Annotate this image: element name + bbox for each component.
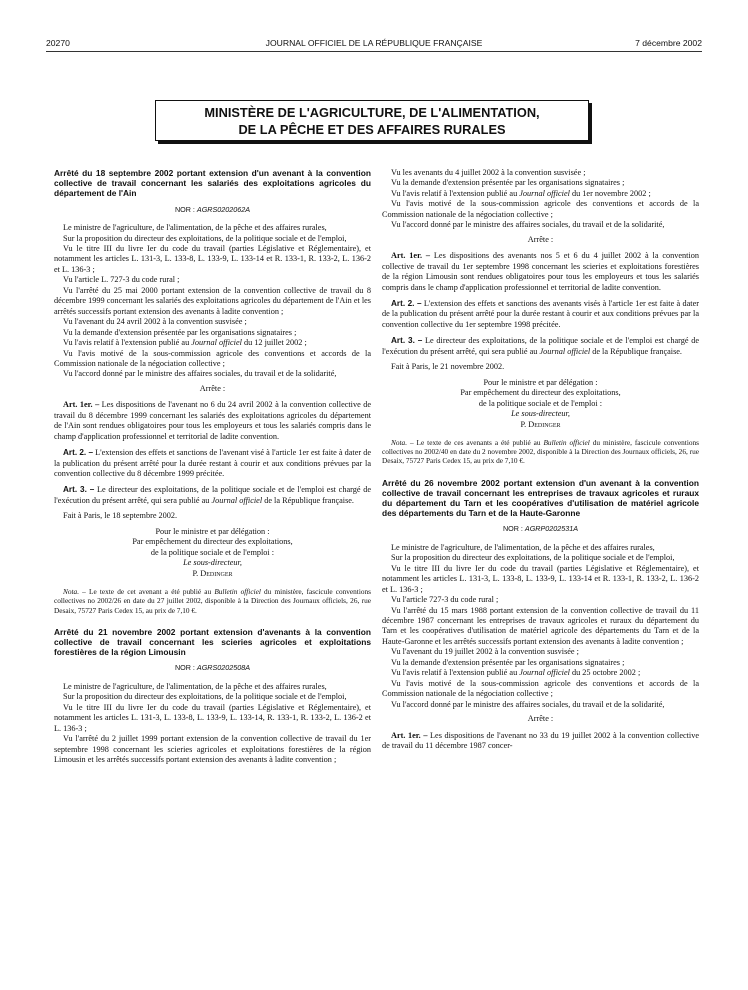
visa: Vu l'arrêté du 25 mai 2000 portant extension de la convention collective de travail du 8 décembre 1999 concernant les salariés des exploitations agricoles du département de l'Ain et les arrêtés successifs portant extension des avenants à ladite convention ; [54, 285, 371, 316]
spacer [382, 466, 699, 478]
intro: Le ministre de l'agriculture, de l'alimentation, de la pêche et des affaires rurales, [63, 681, 327, 691]
visa: Vu l'avis motivé de la sous-commission agricole des conventions et accords de la Commission nationale de la négociation collective ; [382, 678, 699, 699]
visa: Vu la demande d'extension présentée par les organisations signataires ; [391, 178, 625, 188]
text: du 1er novembre 2002 ; [569, 188, 651, 198]
nota-label: Nota. [63, 587, 80, 597]
arrete-heading: Arrête : [199, 383, 226, 393]
art-text: de la République française. [262, 495, 354, 505]
visa: Vu l'accord donné par le ministre des affaires sociales, du travail et de la solidarité, [63, 369, 337, 379]
article-3 [382, 336, 699, 357]
art-label: Art. 1er. – [391, 251, 431, 261]
visa: Vu l'accord donné par le ministre des affaires sociales, du travail et de la solidarité, [391, 220, 665, 230]
article-3 [54, 485, 371, 506]
art-text: L'extension des effets et sanctions des avenants visés à l'article 1er est faite à dater de la publication du présent arrêté pour la durée restant à courir et aux conditions prévues par la convention collective du 1er septembre 1998 précitée. [382, 298, 699, 329]
art-text: L'extension des effets et sanctions de l'avenant visé à l'article 1er est faite à dater de la publication du présent arrêté pour la durée restant à courir et aux conditions prévues par la convention collective du 8 décembre 1999 précitée. [54, 448, 371, 479]
visa: Vu le titre III du livre Ier du code du travail (parties Législative et Réglementaire), et notamment les articles L. 131-3, L. 133-8, L. 133-9, L. 133-14, R. 133-1, R. 133-2, L. 136-2 et L. 136-3 ; [54, 702, 371, 733]
ministry-line-2: DE LA PÊCHE ET DES AFFAIRES RURALES [238, 122, 506, 137]
art-text: Le directeur des exploitations, de la politique sociale et de l'emploi est chargé de l'exécution du présent arrêté, qui sera publié au [382, 336, 699, 356]
article-3-title: Arrêté du 26 novembre 2002 portant extension d'un avenant à la convention collective de travail concernant les entreprises de travaux agricoles et ruraux du département du Tarn et les coopératives d'utilisation de matériel agricole des départements du Tarn et de la Haute-Garonne [382, 477, 699, 519]
header-rule [46, 51, 702, 52]
art-label: Art. 1er. – [391, 730, 428, 740]
visa: Vu l'avenant du 19 juillet 2002 à la convention susvisée ; [391, 647, 579, 657]
nota-text: du ministère, fascicule conventions collectives no 2002/40 en date du 2 novembre 2002, disponible à la Direction des Journaux officiels, 26, rue Desaix, 75727 Paris Cedex 15, au prix de 7,10 €. [382, 437, 699, 466]
visa: Vu le titre III du livre Ier du code du travail (parties Législative et Réglementaire), et notamment les articles L. 131-3, L. 133-8, L. 133-9, L. 133-14 et R. 133-1, R. 133-2, L. 136-2 et L. 136-3 ; [54, 243, 371, 274]
page-header [46, 38, 702, 52]
visa: Vu l'arrêté du 15 mars 1988 portant extension de la convention collective de travail du 11 décembre 1987 concernant les entreprises de travaux agricoles et ruraux du département du Tarn et les coopératives d'utilisation de matériel agricole des départements du Tarn et de la Haute-Garonne et les arrêtés successifs portant extension des avenants à ladite convention ; [382, 605, 699, 646]
article-1-title: Arrêté du 18 septembre 2002 portant extension d'un avenant à la convention collective de travail concernant les salariés des exploitations agricoles du département de l'Ain [54, 168, 371, 199]
visa: Sur la proposition du directeur des exploitations, de la politique sociale et de l'emploi, [391, 553, 675, 563]
text: Vu l'avis relatif à l'extension publié au [391, 668, 520, 678]
art-text: Le directeur des exploitations, de la politique sociale et de l'emploi est chargé de l'exécution du présent arrêté, qui sera publié au [54, 485, 371, 505]
art-text: de la République française. [590, 346, 682, 356]
nor-code: AGRP0202531A [524, 524, 579, 534]
article-1 [382, 731, 699, 752]
text: Vu l'avis relatif à l'extension publié au [63, 338, 192, 348]
signature-line: de la politique sociale et de l'emploi : [150, 547, 275, 557]
intro: Le ministre de l'agriculture, de l'alimentation, de la pêche et des affaires rurales, [63, 223, 327, 233]
journal-ref: Journal officiel [211, 495, 263, 505]
signature-line: Pour le ministre et par délégation : [155, 526, 270, 536]
nor-code: AGRS0202508A [196, 663, 251, 673]
art-text: Les dispositions des avenants nos 5 et 6 du 4 juillet 2002 à la convention collective de travail du 1er septembre 1998 concernant les scieries et exploitations forestières de la région Limousin sont rendues obligatoires pour tous les employeurs et tous les salariés compris dans le champ d'application professionnel et territorial de ladite convention. [382, 251, 699, 292]
nota-text: – Le texte de ces avenants a été publié au [407, 437, 544, 447]
signature-line: Pour le ministre et par délégation : [483, 377, 598, 387]
visa: Vu l'arrêté du 2 juillet 1999 portant extension de la convention collective de travail du 1er septembre 1998 concernant les scieries agricoles et exploitations forestières de la région Limousin et les arrêtés successifs portant extension des avenants à ladite convention ; [54, 734, 371, 764]
visa: Vu l'avenant du 24 avril 2002 à la convention susvisée ; [63, 317, 247, 327]
article-2-title: Arrêté du 21 novembre 2002 portant extension d'avenants à la convention collective de travail concernant les scieries agricoles et exploitations forestières de la région Limousin [54, 626, 371, 658]
signatory-name: P. Dedinger [192, 568, 233, 578]
journal-ref: Journal officiel [191, 338, 242, 348]
visa [382, 668, 699, 678]
arrete-heading: Arrête : [527, 234, 554, 244]
nor-label: NOR : [174, 663, 197, 673]
article-1 [54, 400, 371, 442]
nota-label: Nota. [391, 437, 408, 447]
visa: Sur la proposition du directeur des exploitations, de la politique sociale et de l'emploi, [63, 233, 347, 243]
visa [382, 189, 699, 199]
art-label: Art. 2. – [63, 448, 94, 458]
visa: Vu les avenants du 4 juillet 2002 à la convention susvisée ; [391, 168, 586, 177]
art-label: Art. 1er. – [63, 400, 100, 410]
article-2 [382, 299, 699, 330]
text: Vu l'avis relatif à l'extension publié au [391, 188, 520, 198]
ministry-line-1: MINISTÈRE DE L'AGRICULTURE, DE L'ALIMENTATION, [204, 105, 540, 120]
issue-date: 7 décembre 2002 [635, 38, 702, 48]
spacer [54, 615, 371, 627]
visa: Vu le titre III du livre Ier du code du travail (parties Législative et Réglementaire), et notamment les articles L. 131-3, L. 133-8, L. 133-9, L. 133-14 et R. 133-1, R. 133-2, L. 136-2 et L. 136-3 ; [382, 563, 699, 594]
signature-line: Par empêchement du directeur des exploitations, [460, 388, 621, 398]
article-3-nor [382, 524, 699, 534]
arrete-heading: Arrête : [527, 714, 554, 724]
visa: Vu l'avis motivé de la sous-commission agricole des conventions et accords de la Commission nationale de la négociation collective ; [54, 348, 371, 368]
signature-title [382, 409, 699, 419]
visa: Vu la demande d'extension présentée par les organisations signataires ; [391, 657, 625, 667]
visa: Sur la proposition du directeur des exploitations, de la politique sociale et de l'emploi, [63, 692, 347, 702]
ministry-banner [155, 100, 589, 141]
text: du 25 octobre 2002 ; [569, 668, 641, 678]
nota-text: du ministère, fascicule conventions collectives no 2002/26 en date du 27 juillet 2002, disponible à la Direction des Journaux officiels, 26, rue Desaix, 75727 Paris Cedex 15, au prix de 7,10 €. [54, 587, 371, 615]
bulletin-ref: Bulletin officiel [214, 587, 261, 597]
art-label: Art. 3. – [391, 336, 423, 346]
journal-ref: Journal officiel [539, 346, 591, 356]
signature-line: Par empêchement du directeur des exploitations, [132, 537, 293, 547]
article-2-nor [54, 663, 371, 673]
article-1-nor [54, 205, 371, 215]
journal-ref: Journal officiel [519, 668, 570, 678]
visa: Vu l'avis motivé de la sous-commission agricole des conventions et accords de la Commission nationale de la négociation collective ; [382, 199, 699, 219]
nor-code: AGRS0202062A [196, 204, 251, 214]
journal-ref: Journal officiel [519, 188, 570, 198]
nor-label: NOR : [174, 204, 197, 214]
sig-title: Le sous-directeur, [183, 558, 242, 568]
article-1 [382, 251, 699, 293]
sig-title: Le sous-directeur, [511, 409, 570, 419]
art-label: Art. 2. – [391, 298, 422, 308]
visa: Vu l'accord donné par le ministre des affaires sociales, du travail et de la solidarité, [391, 699, 665, 709]
signature-title [54, 558, 371, 568]
visa: Vu l'article 727-3 du code rural ; [391, 595, 499, 605]
journal-title: JOURNAL OFFICIEL DE LA RÉPUBLIQUE FRANÇAISE [265, 38, 483, 48]
fait-a-paris: Fait à Paris, le 21 novembre 2002. [391, 362, 505, 372]
intro: Le ministre de l'agriculture, de l'alimentation, de la pêche et des affaires rurales, [391, 542, 655, 552]
visa [54, 338, 371, 348]
signature-line: de la politique sociale et de l'emploi : [478, 398, 603, 408]
nota [54, 587, 371, 615]
bulletin-ref: Bulletin officiel [543, 437, 590, 447]
page-number: 20270 [46, 38, 70, 48]
art-text: Les dispositions de l'avenant no 6 du 24 avril 2002 à la convention collective de travail du 8 décembre 1999 concernant les salariés des exploitations agricoles du département de l'Ain sont rendues obligatoires pour tous les employeurs et tous les salariés compris dans le champ d'application professionnel et territorial de ladite convention. [54, 400, 371, 441]
visa: Vu la demande d'extension présentée par les organisations signataires ; [63, 327, 297, 337]
visa: Vu l'article L. 727-3 du code rural ; [63, 275, 180, 285]
fait-a-paris: Fait à Paris, le 18 septembre 2002. [63, 511, 178, 521]
art-text: Les dispositions de l'avenant no 33 du 19 juillet 2002 à la convention collective de travail du 11 décembre 1987 concer- [382, 730, 700, 750]
art-label: Art. 3. – [63, 485, 95, 495]
nota [382, 438, 699, 466]
left-column [54, 168, 371, 765]
nor-label: NOR : [502, 524, 525, 534]
text: du 12 juillet 2002 ; [241, 338, 307, 348]
article-2 [54, 448, 371, 479]
nota-text: – Le texte de cet avenant a été publié au [79, 587, 215, 597]
signatory-name: P. Dedinger [520, 419, 561, 429]
right-column [382, 168, 699, 751]
